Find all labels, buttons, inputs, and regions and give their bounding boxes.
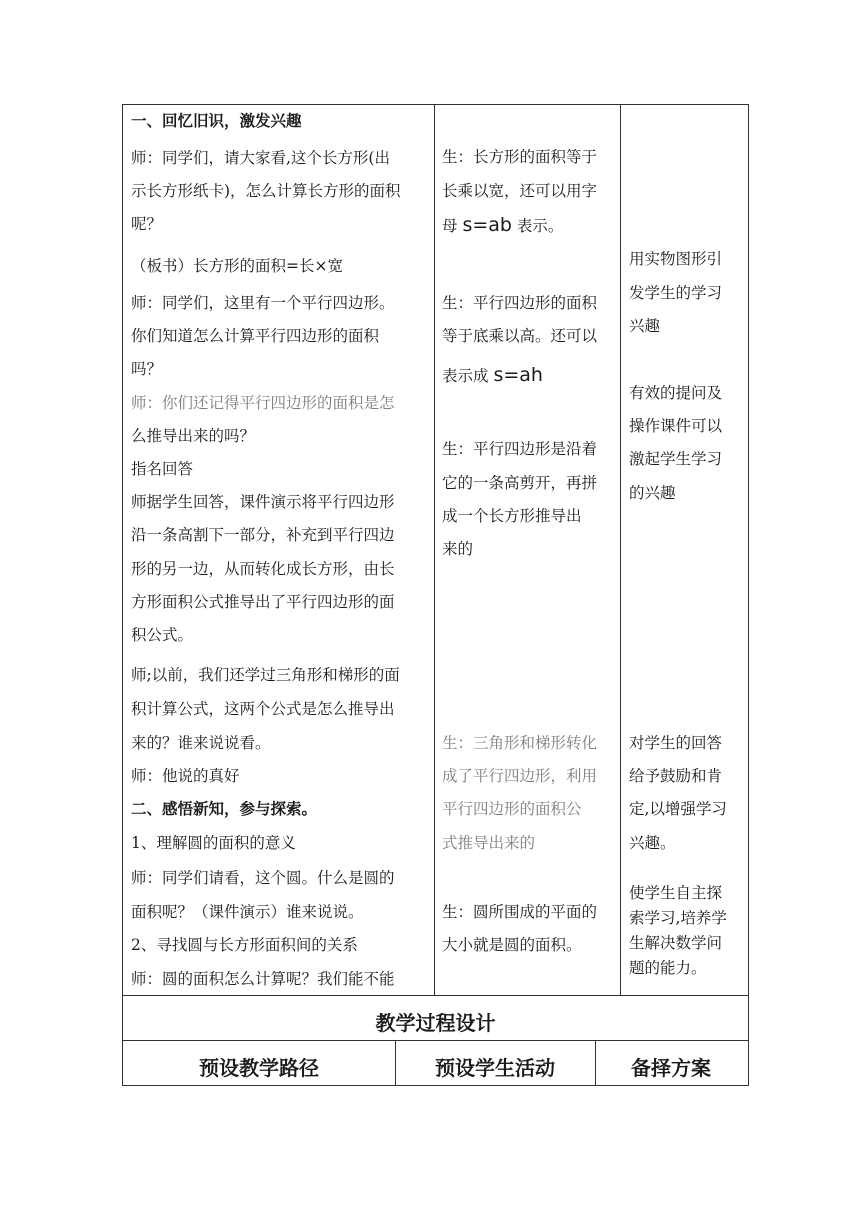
text-line: 兴趣。	[629, 834, 676, 852]
formula-line: 表示成 s=ah	[442, 364, 543, 386]
text-line: 师;以前，我们还学过三角形和梯形的面	[131, 666, 400, 684]
text-line: 生：三角形和梯形转化	[442, 734, 598, 752]
text-line: 指名回答	[131, 460, 194, 478]
column-header-alternative-plan: 备择方案	[631, 1056, 711, 1080]
text-line: 来的	[442, 540, 474, 558]
text-line: 你们知道怎么计算平行四边形的面积	[131, 327, 380, 345]
text-line: 师：同学们请看，这个圆。什么是圆的	[131, 869, 395, 887]
text-line: 使学生自主探	[629, 884, 723, 902]
text-line: 给予鼓励和肯	[629, 767, 723, 785]
formula-line: 母 s=ab 表示。	[442, 214, 564, 236]
text-line: 1、理解圆的面积的意义	[131, 834, 296, 852]
text-line: 师：同学们，请大家看,这个长方形(出	[131, 149, 390, 167]
text-line: 有效的提问及	[629, 384, 723, 402]
text-line: 平行四边形的面积公	[442, 800, 582, 818]
formula: s=ab	[462, 214, 512, 236]
row-divider-2	[123, 1040, 748, 1041]
column-header-teaching-path: 预设教学路径	[199, 1056, 319, 1080]
section-title: 教学过程设计	[375, 1011, 496, 1035]
text-line: 吗？	[131, 360, 163, 378]
text-line: 形的另一边，从而转化成长方形，由长	[131, 560, 395, 578]
text-line: 么推导出来的吗？	[131, 427, 256, 445]
row-divider-1	[123, 995, 748, 996]
text-line: 成一个长方形推导出	[442, 507, 582, 525]
text-line: 生解决数学问	[629, 934, 723, 952]
text-line: 师：圆的面积怎么计算呢？我们能不能	[131, 970, 395, 988]
text-line: 索学习,培养学	[629, 909, 727, 927]
text-line: 等于底乘以高。还可以	[442, 327, 598, 345]
text-line: 长乘以宽，还可以用字	[442, 182, 598, 200]
lesson-plan-table	[122, 104, 749, 1086]
text-line: 兴趣	[629, 317, 661, 335]
section-heading-2: 二、感悟新知，参与探索。	[131, 799, 318, 818]
column-divider-2	[620, 105, 621, 995]
text-line: 2、寻找圆与长方形面积间的关系	[131, 936, 358, 954]
text-line: 积计算公式，这两个公式是怎么推导出	[131, 700, 395, 718]
text-line: 生：平行四边形是沿着	[442, 440, 598, 458]
text-line: 式推导出来的	[442, 834, 536, 852]
text-line: 方形面积公式推导出了平行四边形的面	[131, 593, 395, 611]
section-heading-1: 一、回忆旧识，激发兴趣	[131, 111, 302, 130]
text-line: 激起学生学习	[629, 450, 723, 468]
column-header-student-activity: 预设学生活动	[435, 1056, 555, 1080]
text-line: 示长方形纸卡)，怎么计算长方形的面积	[131, 182, 401, 200]
text-line: 师：同学们，这里有一个平行四边形。	[131, 294, 395, 312]
text-line: 师据学生回答，课件演示将平行四边形	[131, 493, 395, 511]
column-divider-1	[434, 105, 435, 995]
text-line: 用实物图形引	[629, 250, 723, 268]
text-line: 生：长方形的面积等于	[442, 148, 598, 166]
text-line: 对学生的回答	[629, 734, 723, 752]
text-line: 来的？谁来说说看。	[131, 734, 271, 752]
text-line: 发学生的学习	[629, 284, 723, 302]
text-line: 师：他说的真好	[131, 767, 240, 785]
text-line: 定,以增强学习	[629, 800, 727, 818]
text-line: 的兴趣	[629, 484, 676, 502]
text-line: 沿一条高割下一部分，补充到平行四边	[131, 526, 395, 544]
text-line: 积公式。	[131, 626, 194, 644]
text-line: 大小就是圆的面积。	[442, 936, 582, 954]
text-line: 生：圆所围成的平面的	[442, 903, 598, 921]
text-line: 成了平行四边形，利用	[442, 767, 598, 785]
text-line: 题的能力。	[629, 959, 707, 977]
text-line: 面积呢？（课件演示）谁来说说。	[131, 903, 364, 921]
text-line: 师：你们还记得平行四边形的面积是怎	[131, 394, 395, 412]
text-line: 操作课件可以	[629, 417, 723, 435]
text-line: （板书）长方形的面积=长×宽	[131, 257, 343, 275]
text-line: 它的一条高剪开，再拼	[442, 474, 598, 492]
formula: s=ah	[493, 364, 543, 386]
text-line: 生：平行四边形的面积	[442, 294, 598, 312]
text-line: 呢？	[131, 215, 163, 233]
